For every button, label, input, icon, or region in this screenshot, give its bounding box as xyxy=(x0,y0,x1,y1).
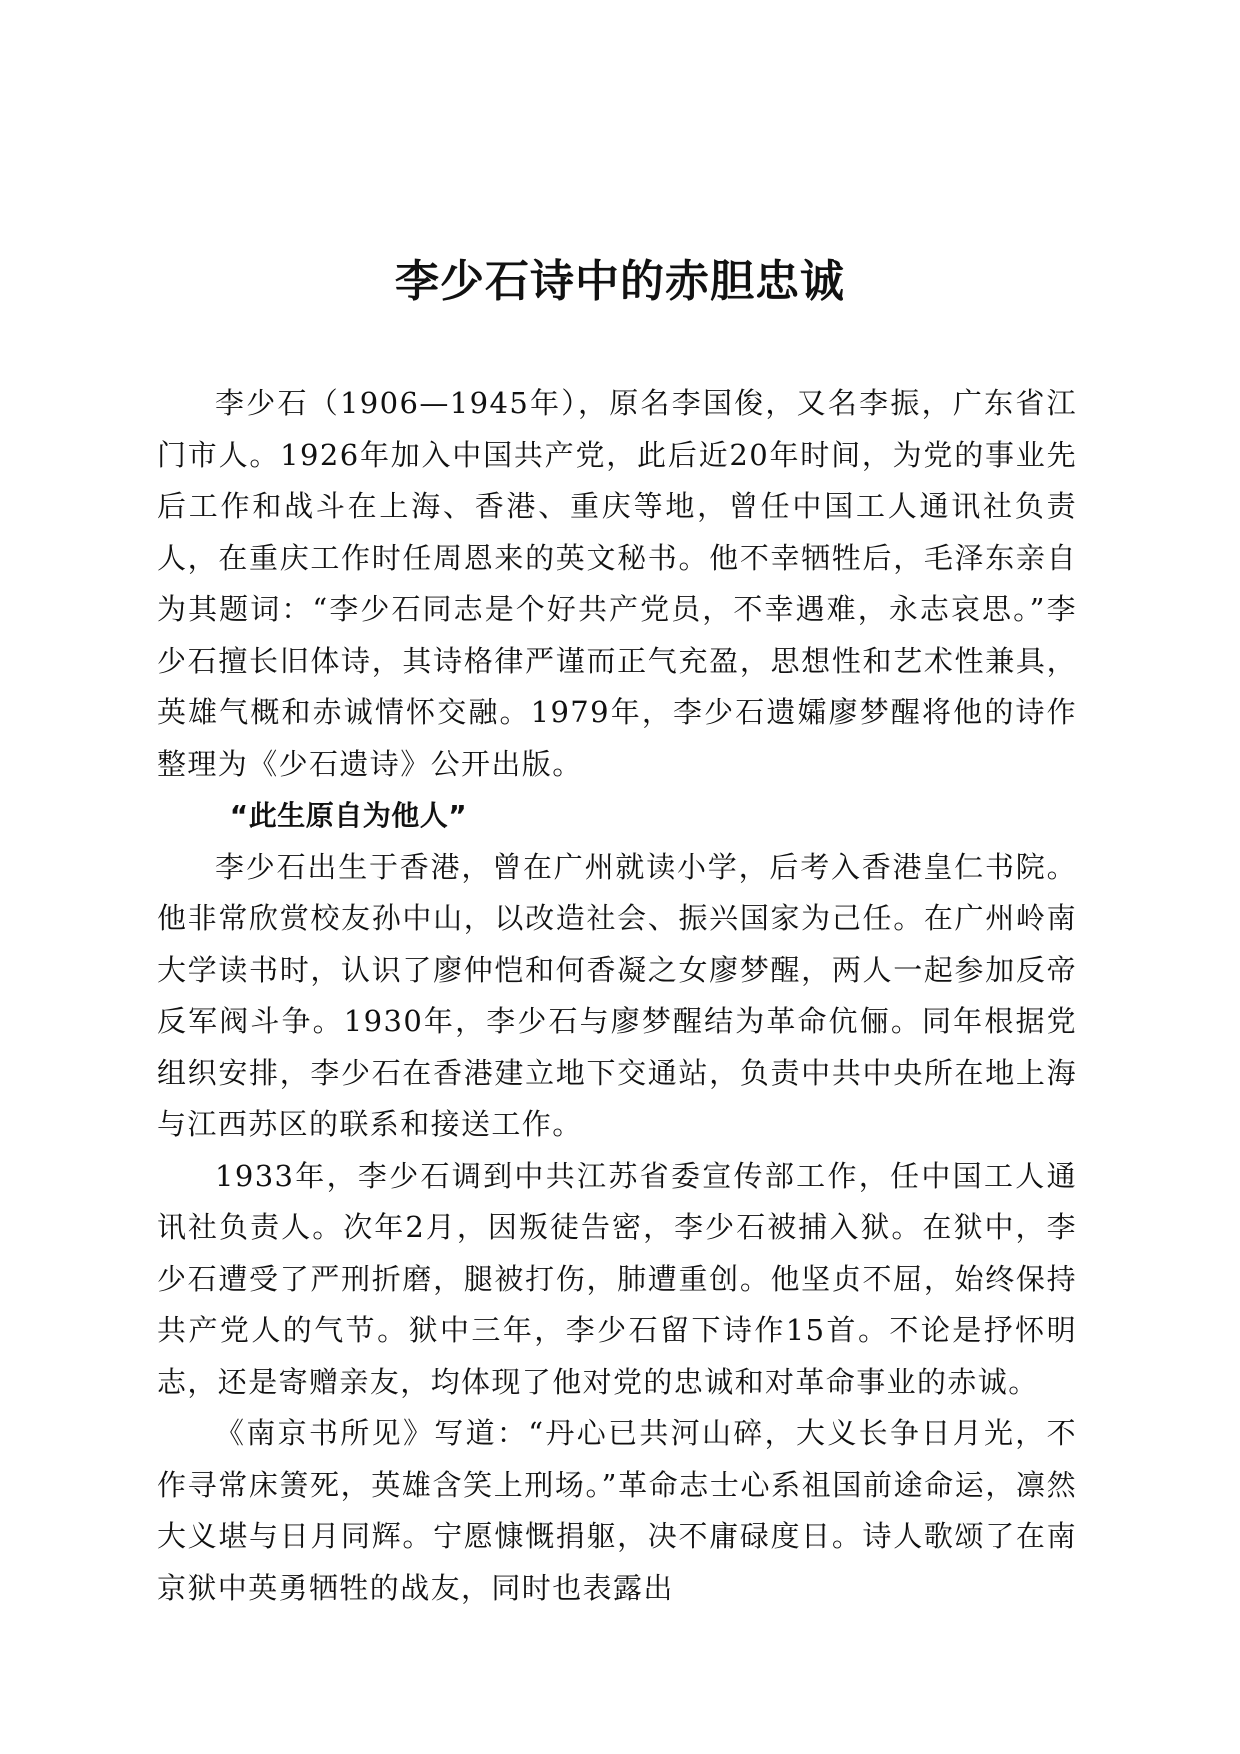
document-title: 李少石诗中的赤胆忠诚 xyxy=(395,256,845,307)
body-paragraph: 1933年，李少石调到中共江苏省委宣传部工作，任中国工人通讯社负责人。次年2月，因叛徒告密，李少石被捕入狱。在狱中，李少石遭受了严刑折磨，腿被打伤，肺遭重创。他坚贞不屈，始终保持共产党人的气节。狱中三年，李少石留下诗作15首。不论是抒怀明志，还是寄赠亲友，均体现了他对党的忠诚和对革命事业的赤诚。 xyxy=(157,1158,1077,1399)
section-heading: “此生原自为他人” xyxy=(229,799,468,832)
document-body xyxy=(157,378,1077,1614)
body-paragraph: 李少石出生于香港，曾在广州就读小学，后考入香港皇仁书院。他非常欣赏校友孙中山，以改造社会、振兴国家为己任。在广州岭南大学读书时，认识了廖仲恺和何香凝之女廖梦醒，两人一起参加反帝反军阀斗争。1930年，李少石与廖梦醒结为革命伉俪。同年根据党组织安排，李少石在香港建立地下交通站，负责中共中央所在地上海与江西苏区的联系和接送工作。 xyxy=(157,849,1077,1141)
intro-paragraph: 李少石（1906—1945年），原名李国俊，又名李振，广东省江门市人。1926年加入中国共产党，此后近20年时间，为党的事业先后工作和战斗在上海、香港、重庆等地，曾任中国工人通讯社负责人，在重庆工作时任周恩来的英文秘书。他不幸牺牲后，毛泽东亲自为其题词：“李少石同志是个好共产党员，不幸遇难，永志哀思。”李少石擅长旧体诗，其诗格律严谨而正气充盈，思想性和艺术性兼具，英雄气概和赤诚情怀交融。1979年，李少石遗孀廖梦醒将他的诗作整理为《少石遗诗》公开出版。 xyxy=(157,386,1077,781)
body-paragraph: 《南京书所见》写道：“丹心已共河山碎，大义长争日月光，不作寻常床箦死，英雄含笑上刑场。”革命志士心系祖国前途命运，凛然大义堪与日月同辉。宁愿慷慨捐躯，决不庸碌度日。诗人歌颂了在南京狱中英勇牺牲的战友，同时也表露出 xyxy=(157,1416,1077,1605)
